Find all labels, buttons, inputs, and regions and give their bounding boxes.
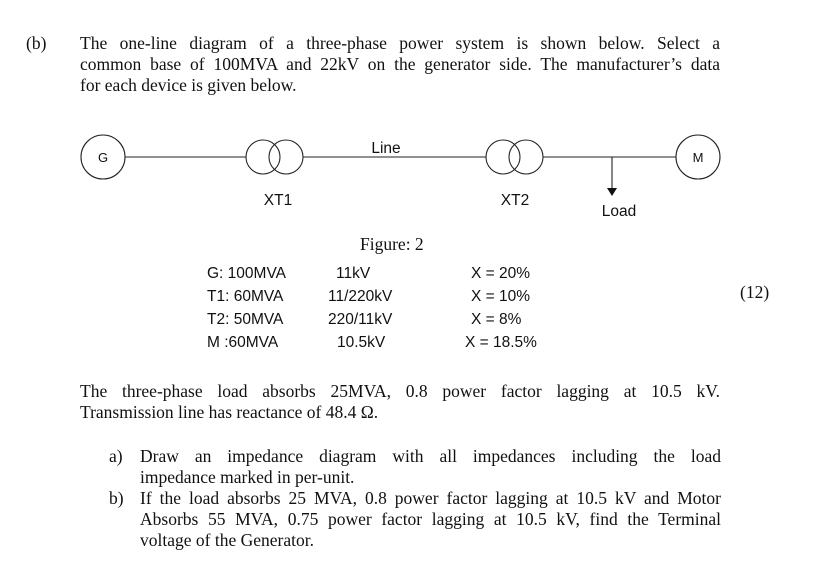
intro-line-1: The one-line diagram of a three-phase power system is shown below. Select a [80, 33, 720, 53]
device-voltage: 10.5kV [337, 334, 386, 351]
device-name: T2: 50MVA [207, 311, 284, 328]
task-text [140, 446, 721, 488]
task-line: voltage of the Generator. [140, 530, 314, 550]
device-reactance: X = 8% [471, 311, 522, 328]
device-name: G: 100MVA [207, 265, 286, 282]
motor-label: M [692, 150, 704, 165]
intro-line-2: common base of 100MVA and 22kV on the generator side. The manufacturer’s data [80, 54, 720, 74]
task-text [140, 488, 721, 551]
device-voltage: 11kV [336, 265, 371, 282]
device-voltage: 11/220kV [328, 288, 393, 305]
xt1-label: XT1 [263, 192, 293, 209]
line-label: Line [371, 140, 401, 157]
device-reactance: X = 20% [471, 265, 531, 282]
generator-label: G [97, 150, 109, 165]
task-line: Absorbs 55 MVA, 0.75 power factor lagging at 10.5 kV, find the Terminal [140, 509, 721, 529]
device-name: M :60MVA [207, 334, 279, 351]
figure-caption: Figure: 2 [360, 234, 424, 254]
xt2-winding-right [509, 140, 543, 174]
device-name: T1: 60MVA [207, 288, 284, 305]
load-line-1: The three-phase load absorbs 25MVA, 0.8 power factor lagging at 10.5 kV. [80, 381, 720, 401]
load-arrow [607, 188, 617, 196]
xt2-label: XT2 [500, 192, 530, 209]
task-line: impedance marked in per-unit. [140, 467, 355, 487]
intro-line-3: for each device is given below. [80, 75, 297, 95]
xt1-winding-left [246, 140, 280, 174]
task-line: If the load absorbs 25 MVA, 0.8 power factor lagging at 10.5 kV and Motor [140, 488, 721, 508]
load-label: Load [601, 203, 637, 220]
task-marker: b) [109, 488, 124, 508]
device-reactance: X = 18.5% [465, 334, 537, 351]
task-line: Draw an impedance diagram with all impedances including the load [140, 446, 721, 466]
device-reactance: X = 10% [471, 288, 531, 305]
part-label: (b) [26, 33, 47, 53]
marks-allocation: (12) [740, 282, 770, 302]
xt1-winding-right [269, 140, 303, 174]
device-voltage: 220/11kV [328, 311, 393, 328]
task-marker: a) [109, 446, 123, 466]
xt2-winding-left [486, 140, 520, 174]
load-paragraph [80, 381, 720, 423]
load-line-2: Transmission line has reactance of 48.4 Ω. [80, 402, 379, 422]
